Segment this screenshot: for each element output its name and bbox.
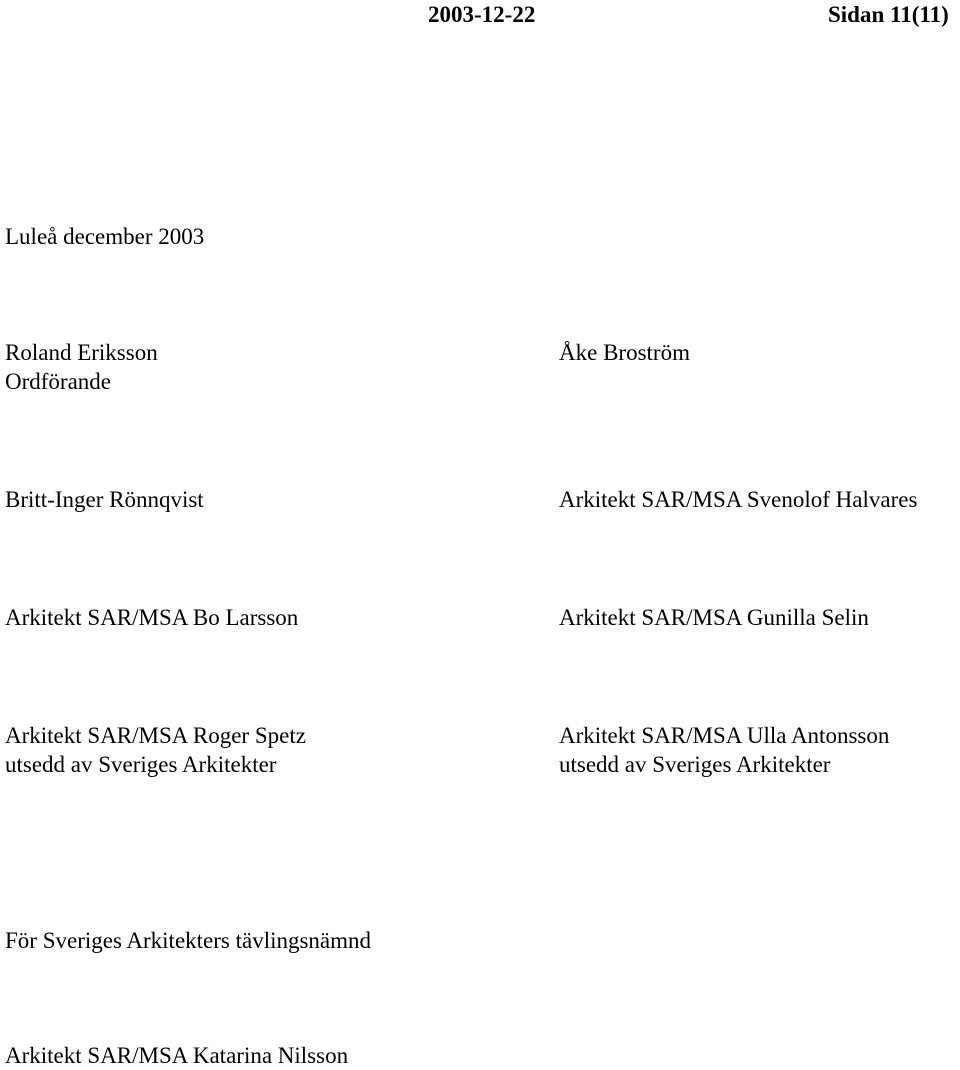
signatory-right-name: Arkitekt SAR/MSA Svenolof Halvares bbox=[559, 487, 918, 512]
place-date: Luleå december 2003 bbox=[5, 224, 205, 249]
signatory-left-name: Arkitekt SAR/MSA Bo Larsson bbox=[5, 605, 299, 630]
signatory-right-note: utsedd av Sveriges Arkitekter bbox=[559, 752, 831, 777]
signatory-right-name: Åke Broström bbox=[559, 340, 690, 365]
signatory-left-name: Britt-Inger Rönnqvist bbox=[5, 487, 204, 512]
document-date: 2003-12-22 bbox=[428, 2, 536, 27]
signatory-left-name: Roland Eriksson bbox=[5, 340, 158, 365]
signatory-left-name: Arkitekt SAR/MSA Roger Spetz bbox=[5, 723, 306, 748]
signatory-right-name: Arkitekt SAR/MSA Gunilla Selin bbox=[559, 605, 869, 630]
signatory-left-role: Ordförande bbox=[5, 369, 112, 394]
signatory-right-name: Arkitekt SAR/MSA Ulla Antonsson bbox=[559, 723, 890, 748]
committee-heading: För Sveriges Arkitekters tävlingsnämnd bbox=[5, 928, 372, 953]
page-number: Sidan 11(11) bbox=[828, 2, 949, 27]
signatory-left-note: utsedd av Sveriges Arkitekter bbox=[5, 752, 277, 777]
committee-signatory-name: Arkitekt SAR/MSA Katarina Nilsson bbox=[5, 1043, 349, 1068]
